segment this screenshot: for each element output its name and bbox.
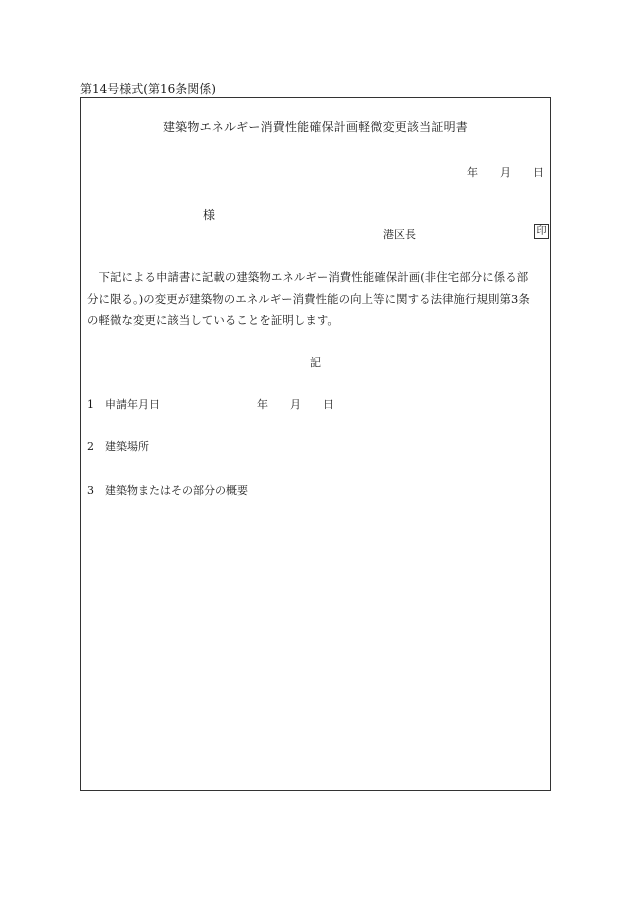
item-label: 建築場所 [105,440,149,453]
certificate-form [80,97,551,791]
application-date-year: 年 [257,398,268,411]
issue-date-day: 日 [533,166,544,179]
item-number: 2 [87,440,94,453]
statement-line-1: 下記による申請書に記載の建築物エネルギー消費性能確保計画(非住宅部分に係る部 [98,270,529,284]
item-number: 3 [87,484,94,497]
application-date-day: 日 [323,398,334,411]
item-application-date [87,396,160,412]
item-label: 建築物またはその部分の概要 [105,484,248,497]
document-title: 建築物エネルギー消費性能確保計画軽微変更該当証明書 [162,120,468,134]
ki-heading: 記 [310,356,321,369]
seal-box: 印 [534,224,549,239]
issue-date-month: 月 [500,166,511,179]
item-construction-site [87,438,149,454]
statement-line-3: の軽微な変更に該当していることを証明します。 [87,313,339,327]
form-number: 第14号様式(第16条関係) [80,82,216,96]
certification-statement [87,267,547,332]
item-label: 申請年月日 [105,398,160,411]
issuer-name: 港区長 [383,228,416,241]
issue-date-year: 年 [467,166,478,179]
item-building-overview [87,482,248,498]
statement-line-2: 分に限る。)の変更が建築物のエネルギー消費性能の向上等に関する法律施行規則第3条 [87,291,530,306]
application-date-fields [257,396,334,412]
addressee-suffix: 様 [203,208,216,222]
application-date-month: 月 [290,398,301,411]
issue-date [467,164,544,180]
item-number: 1 [87,398,94,411]
